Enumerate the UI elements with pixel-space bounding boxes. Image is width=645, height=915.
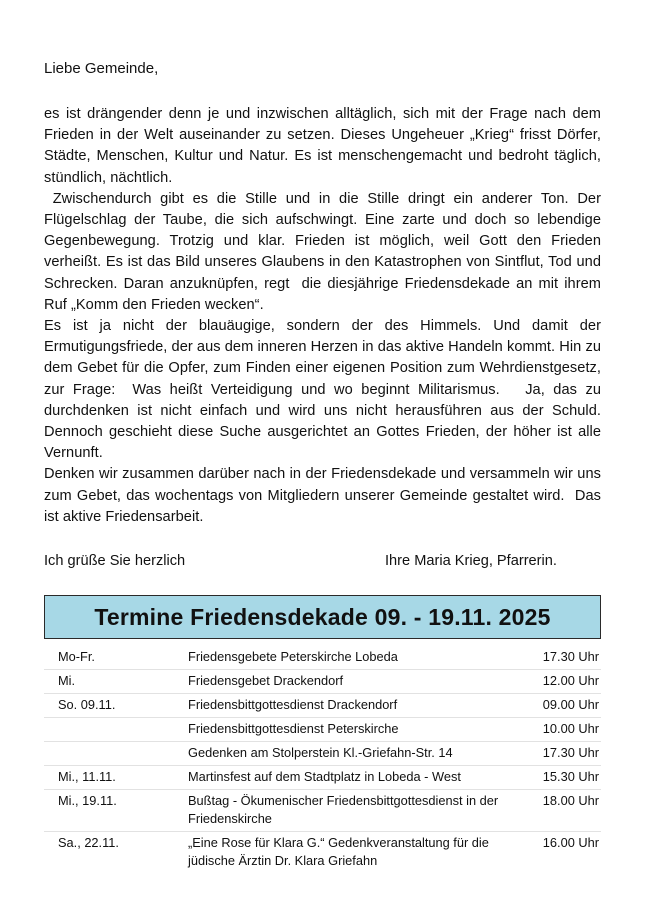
schedule-row — [44, 694, 601, 718]
schedule-table — [44, 646, 601, 873]
letter-paragraph-2: Zwischendurch gibt es die Stille und in die Stille dringt ein anderer Ton. Der Flügelschlag der Taube, die sich aufschwingt. Eine zarte und doch so lebendige Gegenbewegung. Trotzig und klar. Frieden ist möglich, weil Gott den Frieden verheißt. Es ist das Bild unseres Glaubens in den Katastrophen von Sintflut, Tod und Schrecken. Daran anzuknüpfen, regt die diesjährige Friedensdekade an mit ihrem Ruf „Komm den Frieden wecken“. — [44, 190, 606, 313]
event-day — [44, 718, 188, 742]
event-time: 16.00 Uhr — [542, 835, 599, 850]
schedule-row — [44, 646, 601, 670]
schedule-row — [44, 742, 601, 766]
event-day: Mi. — [44, 670, 188, 694]
event-time: 10.00 Uhr — [538, 718, 601, 742]
event-day — [44, 742, 188, 766]
event-description: Martinsfest auf dem Stadtplatz in Lobeda - West — [188, 766, 538, 790]
event-time: 12.00 Uhr — [538, 670, 601, 694]
letter-paragraph-1: es ist drängender denn je und inzwischen alltäglich, sich mit der Frage nach dem Frieden in der Welt auseinander zu setzen. Dieses Ungeheuer „Krieg“ frisst Dörfer, Städte, Menschen, Kultur und Natur. Es ist menschengemacht und bedroht täglich, stündlich, nächtlich. — [44, 106, 601, 186]
event-time: 17.30 Uhr — [538, 742, 601, 766]
event-time: 15.30 Uhr — [538, 766, 601, 790]
schedule-banner — [44, 595, 601, 639]
letter-paragraph-3: Es ist ja nicht der blauäugige, sondern der des Himmels. Und damit der Ermutigungsfriede, der aus dem inneren Herzen in das aktive Handeln kommt. Hin zu dem Gebet für die Opfer, zum Finden einer eigenen Position zum Wehrdienstgesetz, zur Frage: Was heißt Verteidigung und wo beginnt Militarismus. Ja, das zu durchdenken ist nicht einfach und wird uns nicht herausführen aus der Schuld. Dennoch geschieht diese Suche ausgerichtet an Gottes Frieden, der höher ist alle Vernunft. — [44, 318, 606, 462]
letter-body — [44, 104, 606, 528]
schedule-row — [44, 766, 601, 790]
event-day: Mi., 19.11. — [44, 790, 188, 832]
event-description: Friedensgebete Peterskirche Lobeda — [188, 646, 538, 670]
event-time: 09.00 Uhr — [538, 694, 601, 718]
event-description: Friedensbittgottesdienst Peterskirche — [188, 718, 538, 742]
event-description: Gedenken am Stolperstein Kl.-Griefahn-Str. 14 — [188, 742, 538, 766]
letter-paragraph-4: Denken wir zusammen darüber nach in der Friedensdekade und versammeln wir uns zum Gebet, das wochentags von Mitgliedern unserer Gemeinde gestaltet wird. Das ist aktive Friedensarbeit. — [44, 466, 606, 525]
event-description: Friedensbittgottesdienst Drackendorf — [188, 694, 538, 718]
schedule-row — [44, 790, 601, 832]
event-time: 18.00 Uhr — [538, 790, 601, 832]
schedule-row — [44, 718, 601, 742]
event-description: Friedensgebet Drackendorf — [188, 670, 538, 694]
event-day: Mo-Fr. — [44, 646, 188, 670]
event-day: Sa., 22.11. — [58, 835, 119, 850]
event-day: Mi., 11.11. — [44, 766, 188, 790]
event-time: 17.30 Uhr — [538, 646, 601, 670]
signature: Ihre Maria Krieg, Pfarrerin. — [385, 553, 557, 569]
schedule-row — [44, 670, 601, 694]
salutation: Liebe Gemeinde, — [44, 60, 159, 77]
schedule-rows — [44, 646, 601, 873]
event-description: Bußtag - Ökumenischer Friedensbittgottesdienst in der Friedenskirche — [188, 790, 538, 832]
event-day: So. 09.11. — [44, 694, 188, 718]
schedule-row — [44, 832, 601, 874]
event-description: „Eine Rose für Klara G.“ Gedenkveranstaltung für die jüdische Ärztin Dr. Klara Griefahn — [188, 835, 489, 868]
schedule-title: Termine Friedensdekade 09. - 19.11. 2025 — [94, 603, 551, 630]
greeting: Ich grüße Sie herzlich — [44, 553, 186, 569]
